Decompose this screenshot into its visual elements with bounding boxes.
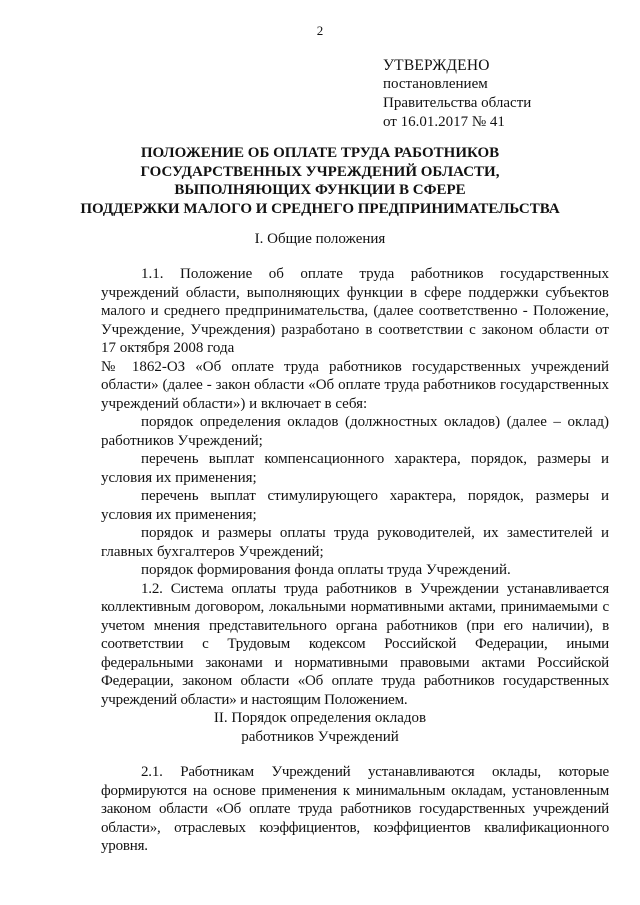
approval-line: постановлением [383, 76, 488, 92]
section-heading-line: I. Общие положения [254, 231, 386, 247]
paragraph-1-1: 1.1. Положение об оплате труда работников государственных учреждений области, выполняющих функции в сфере поддержки субъектов малого и среднего предпринимательства, (далее соответственно - Положение, Учреждение, Учреждения) разработано в соответствии с законом области от 17 октября 2008 года [101, 266, 609, 356]
approval-stamp: УТВЕРЖДЕНО [383, 57, 490, 74]
approval-block [383, 56, 531, 132]
list-item: порядок определения окладов (должностных окладов) (далее – оклад) работников Учреждений; [101, 414, 609, 449]
list-item: перечень выплат компенсационного характера, порядок, размеры и условия их применения; [101, 451, 609, 486]
list-item: порядок и размеры оплаты труда руководителей, их заместителей и главных бухгалтеров Учреждений; [101, 525, 609, 560]
page-number: 2 [316, 23, 324, 38]
title-line: ГОСУДАРСТВЕННЫХ УЧРЕЖДЕНИЙ ОБЛАСТИ, [140, 163, 500, 180]
section-2-heading [0, 709, 640, 746]
paragraph-1-2: 1.2. Система оплаты труда работников в Учреждении устанавливается коллективным договором, локальными нормативными актами, принимаемыми с учетом мнения представительного органа работников (при его наличии), в соответствии с Трудовым кодексом Российской Федерации, иными федеральными законами и нормативными правовыми актами Российской Федерации, законом области «Об оплате труда работников государственных учреждений области» и настоящим Положением. [101, 580, 609, 708]
title-line: ВЫПОЛНЯЮЩИХ ФУНКЦИИ В СФЕРЕ [174, 182, 466, 198]
title-line: ПОДДЕРЖКИ МАЛОГО И СРЕДНЕГО ПРЕДПРИНИМАТЕЛЬСТВА [80, 200, 560, 217]
section-1-heading [0, 230, 640, 249]
section-2-body [101, 763, 609, 856]
section-heading-line: работников Учреждений [241, 728, 399, 745]
list-item: перечень выплат стимулирующего характера, порядок, размеры и условия их применения; [101, 488, 609, 523]
document-title [0, 144, 640, 218]
approval-line: от 16.01.2017 № 41 [383, 114, 505, 130]
paragraph-1-1-continued: № 1862-ОЗ «Об оплате труда работников государственных учреждений области» (далее - закон области «Об оплате труда работников государственных учреждений области») и включает в себя: [101, 358, 609, 412]
title-line: ПОЛОЖЕНИЕ ОБ ОПЛАТЕ ТРУДА РАБОТНИКОВ [140, 145, 500, 161]
list-item: порядок формирования фонда оплаты труда Учреждений. [141, 562, 511, 578]
section-1-body [101, 265, 609, 709]
paragraph-2-1: 2.1. Работникам Учреждений устанавливаются оклады, которые формируются на основе применения к минимальным окладам, установленным законом области «Об оплате труда работников государственных учреждений области», отраслевых коэффициентов, коэффициентов квалификационного уровня. [101, 764, 609, 854]
section-heading-line: II. Порядок определения окладов [213, 710, 427, 726]
approval-line: Правительства области [383, 95, 532, 111]
